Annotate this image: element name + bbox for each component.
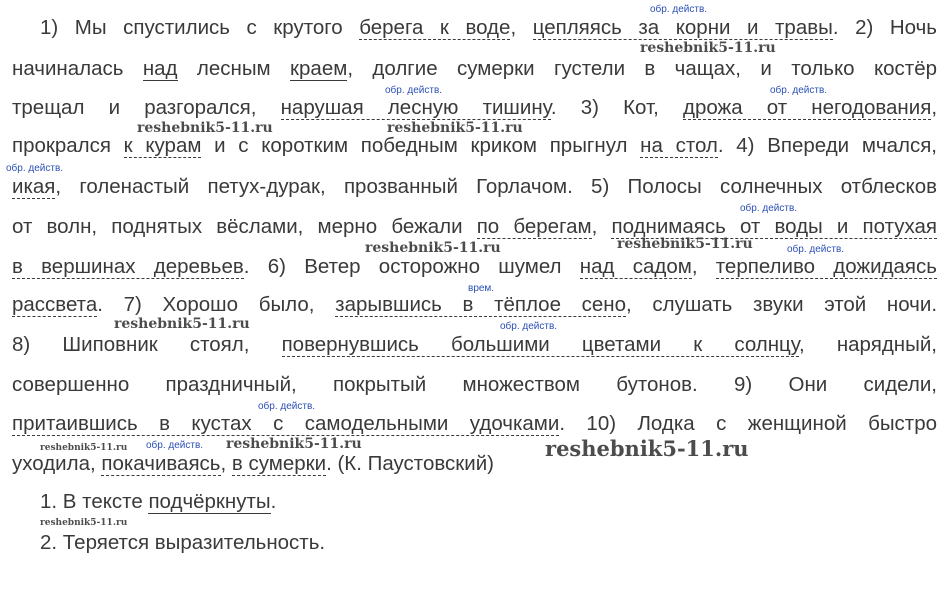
underlined-phrase: зарывшись в тёплое сено <box>335 293 627 316</box>
watermark: reshebnik5-11.ru <box>137 120 273 136</box>
annotation-label: обр. действ. <box>740 203 798 214</box>
text-run: совершенно праздничный, покрытый множеством бутонов. 9) Они сидели, <box>12 373 937 396</box>
text-run: . 6) Ветер осторожно шумел <box>243 255 580 278</box>
text-run: , <box>220 452 232 475</box>
annotation-label: обр. действ. <box>770 85 828 96</box>
text-run: , <box>691 255 716 278</box>
underlined-phrase: над садом <box>579 255 692 278</box>
watermark: reshebnik5-11.ru <box>40 443 128 453</box>
watermark: reshebnik5-11.ru <box>40 518 128 528</box>
underlined-phrase: на стол <box>640 134 718 157</box>
annotation-label: обр. действ. <box>787 244 845 255</box>
annotation-label: обр. действ. <box>258 401 316 412</box>
text-run: , <box>591 215 612 238</box>
text-run: . 10) Лодка с женщиной быстро <box>559 412 937 435</box>
underlined-phrase: подчёркнуты <box>148 490 271 513</box>
text-run: от волн, поднятых вёслами, мерно бежали <box>12 215 477 238</box>
text-run: трещал и разгорался, <box>12 96 281 119</box>
text-run: . 2) Ночь <box>832 16 937 39</box>
underlined-phrase: над <box>142 57 178 80</box>
text-line-4 <box>12 133 937 159</box>
text-run: . <box>270 490 277 513</box>
text-run: , слушать звуки этой ночи. <box>626 293 938 316</box>
text-run: . 4) Впереди мчался, <box>717 134 937 157</box>
annotation-label: обр. действ. <box>500 321 558 332</box>
underlined-phrase: дрожа от негодования <box>682 96 932 119</box>
underlined-phrase: нарушая лесную тишину <box>280 96 551 119</box>
answer-2: 2. Теряется выразительность. <box>40 531 326 554</box>
underlined-phrase: повернувшись большими цветами к солнцу <box>281 333 799 356</box>
underlined-phrase: цепляясь за корни и травы <box>532 16 833 39</box>
underlined-phrase: берега к воде <box>359 16 511 39</box>
underlined-phrase: к курам <box>123 134 202 157</box>
text-run: начиналась <box>12 57 143 80</box>
text-line-12 <box>12 451 937 477</box>
text-run: 8) Шиповник стоял, <box>12 333 282 356</box>
text-run: лесным <box>177 57 291 80</box>
text-run: . 7) Хорошо было, <box>97 293 336 316</box>
text-line-2 <box>12 56 937 82</box>
text-run: , голенастый петух-дурак, прозванный Горлачом. 5) Полосы солнечных отблесков <box>55 175 937 198</box>
text-run: уходила, <box>12 452 102 475</box>
text-run: и с коротким победным криком прыгнул <box>201 134 641 157</box>
text-line-9 <box>12 332 937 358</box>
answer-1 <box>40 489 276 515</box>
text-run: , <box>931 96 938 119</box>
text-run: 1. В тексте <box>40 490 149 513</box>
text-run: , долгие сумерки густели в чащах, и только костёр <box>347 57 937 80</box>
underlined-phrase: поднимаясь от воды и потухая <box>611 215 937 238</box>
underlined-phrase: покачиваясь <box>101 452 221 475</box>
text-run: 1) Мы спустились с крутого <box>40 16 360 39</box>
text-line-11 <box>12 411 937 437</box>
text-run: , <box>510 16 533 39</box>
annotation-label: обр. действ. <box>6 163 64 174</box>
text-line-6 <box>12 214 937 240</box>
text-line-5 <box>12 174 937 200</box>
watermark: reshebnik5-11.ru <box>640 40 776 56</box>
watermark: reshebnik5-11.ru <box>114 316 250 332</box>
underlined-phrase: икая <box>12 175 56 198</box>
underlined-phrase: в сумерки <box>231 452 327 475</box>
annotation-label: обр. действ. <box>146 440 204 451</box>
annotation-label: врем. <box>468 283 495 294</box>
underlined-phrase: по берегам <box>476 215 592 238</box>
text-run: , нарядный, <box>799 333 937 356</box>
underlined-phrase: рассвета <box>12 293 98 316</box>
watermark: reshebnik5-11.ru <box>365 240 501 256</box>
watermark: reshebnik5-11.ru <box>226 436 362 452</box>
watermark: reshebnik5-11.ru <box>545 436 749 461</box>
text-run: . 3) Кот, <box>550 96 683 119</box>
text-line-3 <box>12 95 937 121</box>
text-line-7 <box>12 254 937 280</box>
text-run: . (К. Паустовский) <box>326 452 494 475</box>
text-line-8 <box>12 292 937 318</box>
underlined-phrase: в вершинах деревьев <box>12 255 244 278</box>
annotation-label: обр. действ. <box>650 4 708 15</box>
watermark: reshebnik5-11.ru <box>617 236 753 252</box>
text-line-1 <box>12 15 937 41</box>
underlined-phrase: терпеливо дожидаясь <box>715 255 937 278</box>
underlined-phrase: краем <box>290 57 348 80</box>
underlined-phrase: притаившись в кустах с самодельными удочками <box>12 412 560 435</box>
text-line-10 <box>12 372 937 398</box>
text-run: прокрался <box>12 134 124 157</box>
watermark: reshebnik5-11.ru <box>387 120 523 136</box>
annotation-label: обр. действ. <box>385 85 443 96</box>
